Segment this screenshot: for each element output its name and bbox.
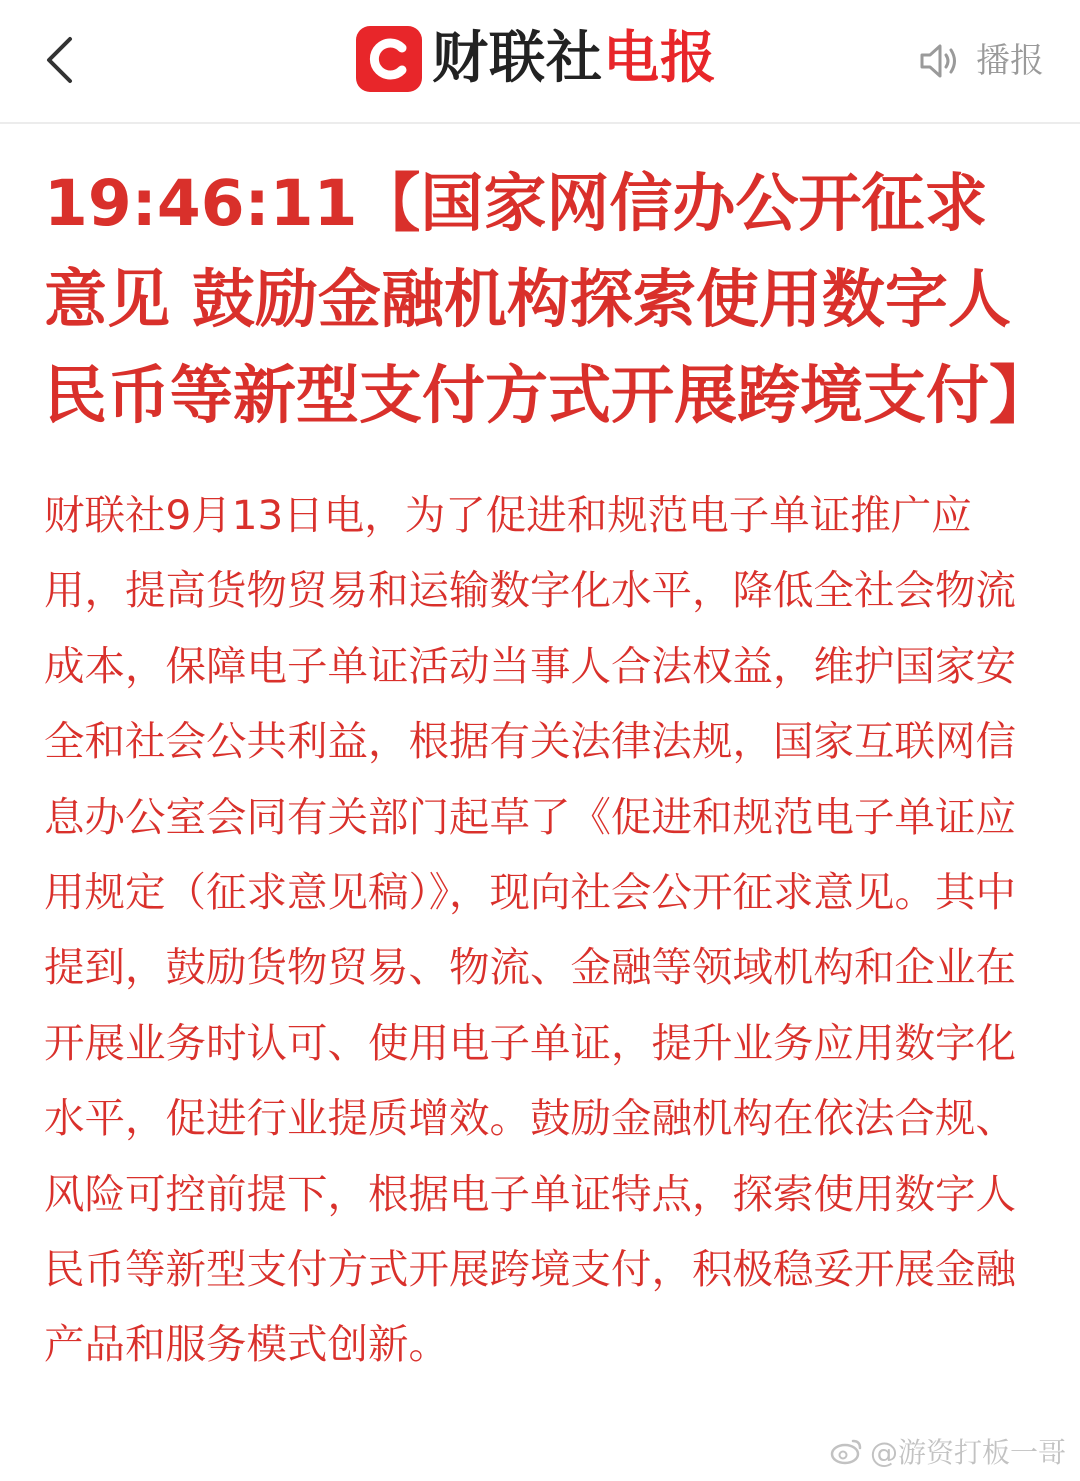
play-label: 播报 (976, 41, 1044, 81)
weibo-icon (830, 1437, 864, 1465)
back-button[interactable] (34, 30, 84, 90)
watermark (830, 1431, 1066, 1471)
top-nav-bar (0, 0, 1080, 124)
article-headline: 19:46:11【国家网信办公开征求意见 鼓励金融机构探索使用数字人民币等新型支付方式开展跨境支付】 (44, 167, 1052, 432)
article-body: 财联社9月13日电，为了促进和规范电子单证推广应用，提高货物贸易和运输数字化水平，降低全社会物流成本，保障电子单证活动当事人合法权益，维护国家安全和社会公共利益，根据有关法律法规，国家互联网信息办公室会同有关部门起草了《促进和规范电子单证应用规定（征求意见稿）》，现向社会公开征求意见。其中提到，鼓励货物贸易、物流、金融等领域机构和企业在开展业务时认可、使用电子单证，提升业务应用数字化水平，促进行业提质增效。鼓励金融机构在依法合规、风险可控前提下，根据电子单证特点，探索使用数字人民币等新型支付方式开展跨境支付，积极稳妥开展金融产品和服务模式创新。 (44, 491, 1016, 1369)
brand-suffix: 电报 (603, 26, 717, 91)
play-audio-button[interactable] (918, 36, 1044, 86)
brand-title (432, 24, 717, 94)
speaker-icon (918, 41, 962, 81)
brand-name: 财联社 (432, 26, 603, 91)
chevron-left-icon (44, 35, 74, 85)
watermark-text: @游资打板一哥 (869, 1436, 1066, 1469)
brand (356, 24, 717, 94)
cls-logo-icon (356, 26, 422, 92)
